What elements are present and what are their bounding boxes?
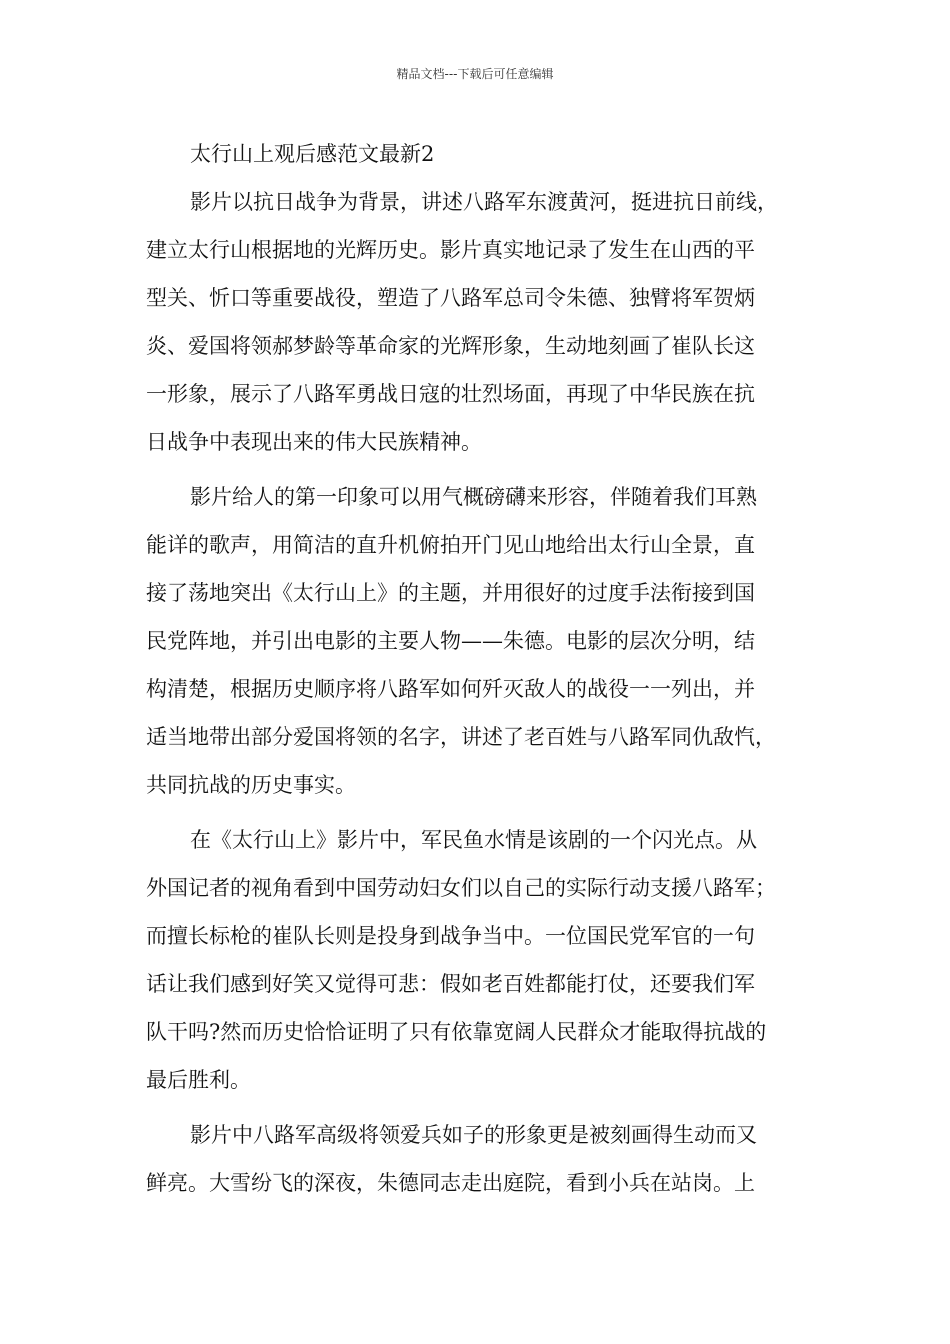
text-line: 最后胜利。 [146,1068,251,1092]
text-line: 接了荡地突出《太行山上》的主题，并用很好的过度手法衔接到国 [146,581,755,605]
paragraph-4 [146,1111,810,1207]
text-line: 影片中八路军高级将领爱兵如子的形象更是被刻画得生动而又 [190,1123,757,1147]
text-line: 构清楚，根据历史顺序将八路军如何歼灭敌人的战役一一列出，并 [146,677,755,701]
text-line: 能详的歌声，用简洁的直升机俯拍开门见山地给出太行山全景，直 [146,533,755,557]
text-line: 影片以抗日战争为背景，讲述八路军东渡黄河，挺进抗日前线， [190,190,778,214]
text-line: 共同抗战的历史事实。 [146,773,356,797]
text-line: 影片给人的第一印象可以用气概磅礴来形容，伴随着我们耳熟 [190,485,757,509]
document-title: 太行山上观后感范文最新2 [190,142,435,166]
paragraph-2 [146,473,810,809]
text-line: 建立太行山根据地的光辉历史。影片真实地记录了发生在山西的平 [146,238,755,262]
text-line: 外国记者的视角看到中国劳动妇女们以自己的实际行动支援八路军； [146,876,776,900]
text-line: 民党阵地，并引出电影的主要人物——朱德。电影的层次分明，结 [146,629,755,653]
text-line: 话让我们感到好笑又觉得可悲：假如老百姓都能打仗，还要我们军 [146,972,755,996]
paragraph-gap [146,466,810,473]
paragraph-gap [146,809,810,816]
text-line: 适当地带出部分爱国将领的名字，讲述了老百姓与八路军同仇敌忾， [146,725,776,749]
document-body [146,130,810,1207]
text-line: 炎、爱国将领郝梦龄等革命家的光辉形象，生动地刻画了崔队长这 [146,334,755,358]
text-line: 队干吗?然而历史恰恰证明了只有依靠宽阔人民群众才能取得抗战的 [146,1020,767,1044]
paragraph-gap [146,1104,810,1111]
paragraph-3 [146,816,810,1104]
paragraph-1 [146,178,810,466]
text-line: 一形象，展示了八路军勇战日寇的壮烈场面，再现了中华民族在抗 [146,382,755,406]
text-line: 而擅长标枪的崔队长则是投身到战争当中。一位国民党军官的一句 [146,924,755,948]
text-line: 鲜亮。大雪纷飞的深夜，朱德同志走出庭院，看到小兵在站岗。上 [146,1171,755,1195]
text-line: 型关、忻口等重要战役，塑造了八路军总司令朱德、独臂将军贺炳 [146,286,755,310]
text-line: 在《太行山上》影片中，军民鱼水情是该剧的一个闪光点。从 [190,828,757,852]
page-header: 精品文档---下载后可任意编辑 [396,67,554,81]
text-line: 日战争中表现出来的伟大民族精神。 [146,430,482,454]
